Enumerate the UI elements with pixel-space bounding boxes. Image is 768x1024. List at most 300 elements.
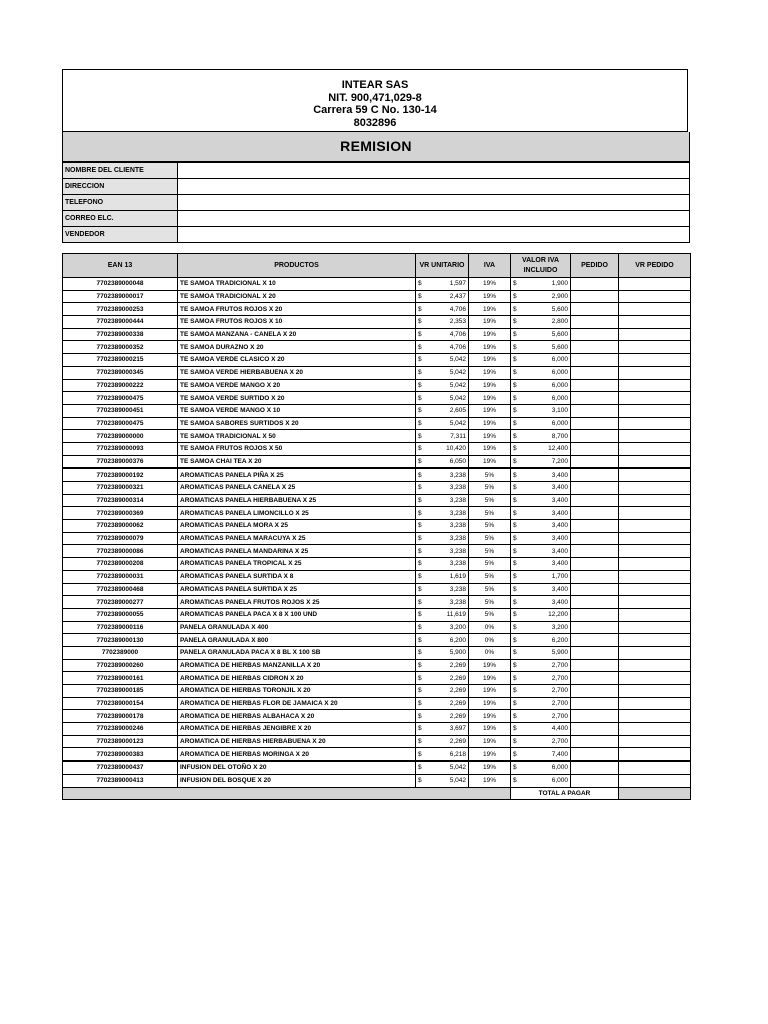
ean-cell: 7702389000017 (63, 290, 178, 303)
iva-cell: 19% (469, 455, 511, 468)
table-row (63, 761, 691, 774)
product-cell: AROMATICAS PANELA PACA X 8 X 100 UND (178, 608, 416, 621)
order-value-cell (619, 634, 691, 647)
ean-cell: 7702389000352 (63, 341, 178, 354)
iva-cell: 19% (469, 404, 511, 417)
table-row (63, 774, 691, 787)
unit-price-value: 5,042 (449, 419, 466, 427)
unit-price-value: 4,706 (449, 305, 466, 313)
order-value-cell (619, 417, 691, 430)
currency-symbol: $ (513, 471, 517, 479)
table-row (63, 316, 691, 329)
order-value-cell (619, 455, 691, 468)
total-label: TOTAL A PAGAR (511, 787, 619, 799)
value-iva-cell (511, 316, 571, 329)
unit-price-cell (416, 354, 469, 367)
client-row (63, 195, 690, 211)
table-row (63, 710, 691, 723)
currency-symbol: $ (418, 394, 422, 402)
unit-price-value: 5,042 (449, 394, 466, 402)
iva-cell: 0% (469, 646, 511, 659)
iva-cell: 5% (469, 482, 511, 495)
ean-cell: 7702389000222 (63, 379, 178, 392)
product-cell: TE SAMOA VERDE SURTIDO X 20 (178, 392, 416, 405)
product-cell: INFUSION DEL OTOÑO X 20 (178, 761, 416, 774)
table-row (63, 570, 691, 583)
value-iva-cell (511, 596, 571, 609)
unit-price-value: 6,050 (449, 457, 466, 465)
ean-cell: 7702389000055 (63, 608, 178, 621)
product-cell: AROMATICAS PANELA HIERBABUENA X 25 (178, 494, 416, 507)
table-row (63, 520, 691, 533)
product-cell: TE SAMOA VERDE MANGO X 20 (178, 379, 416, 392)
order-qty-cell[interactable] (571, 735, 619, 748)
iva-cell: 5% (469, 570, 511, 583)
value-iva-value: 5,900 (551, 649, 568, 657)
unit-price-value: 4,706 (449, 343, 466, 351)
value-iva-value: 2,700 (551, 687, 568, 695)
product-cell: TE SAMOA FRUTOS ROJOS X 50 (178, 442, 416, 455)
value-iva-value: 2,700 (551, 700, 568, 708)
order-value-cell (619, 583, 691, 596)
iva-cell: 19% (469, 328, 511, 341)
table-row (63, 672, 691, 685)
value-iva-value: 6,000 (551, 369, 568, 377)
value-iva-cell (511, 328, 571, 341)
order-value-cell (619, 494, 691, 507)
currency-symbol: $ (418, 560, 422, 568)
iva-cell: 19% (469, 316, 511, 329)
unit-price-cell (416, 583, 469, 596)
table-row (63, 507, 691, 520)
iva-cell: 5% (469, 608, 511, 621)
order-qty-cell[interactable] (571, 570, 619, 583)
order-value-cell (619, 354, 691, 367)
value-iva-value: 1,700 (551, 573, 568, 581)
order-qty-cell[interactable] (571, 672, 619, 685)
value-iva-cell (511, 545, 571, 558)
table-row (63, 404, 691, 417)
unit-price-cell (416, 710, 469, 723)
unit-price-cell (416, 545, 469, 558)
table-row (63, 379, 691, 392)
order-qty-cell[interactable] (571, 583, 619, 596)
currency-symbol: $ (418, 484, 422, 492)
ean-cell: 7702389000314 (63, 494, 178, 507)
iva-cell: 19% (469, 723, 511, 736)
order-qty-cell[interactable] (571, 366, 619, 379)
order-value-cell (619, 735, 691, 748)
currency-symbol: $ (513, 484, 517, 492)
currency-symbol: $ (418, 725, 422, 733)
currency-symbol: $ (513, 712, 517, 720)
unit-price-value: 2,269 (449, 700, 466, 708)
iva-cell: 5% (469, 468, 511, 481)
col-value-iva-header: VALOR IVA INCLUIDO (511, 254, 571, 278)
remission-sheet (62, 69, 690, 800)
value-iva-value: 3,400 (551, 535, 568, 543)
value-iva-cell (511, 761, 571, 774)
value-iva-cell (511, 723, 571, 736)
order-qty-cell[interactable] (571, 646, 619, 659)
currency-symbol: $ (418, 700, 422, 708)
table-row (63, 328, 691, 341)
company-address: Carrera 59 C No. 130-14 (313, 104, 437, 116)
order-value-cell (619, 697, 691, 710)
email-label: CORREO ELC. (63, 211, 178, 227)
currency-symbol: $ (513, 560, 517, 568)
order-qty-cell[interactable] (571, 354, 619, 367)
value-iva-cell (511, 430, 571, 443)
value-iva-cell (511, 634, 571, 647)
order-qty-cell[interactable] (571, 328, 619, 341)
value-iva-cell (511, 455, 571, 468)
order-qty-cell[interactable] (571, 507, 619, 520)
total-spacer (63, 787, 511, 799)
value-iva-value: 1,900 (551, 280, 568, 288)
value-iva-cell (511, 697, 571, 710)
col-ean-header: EAN 13 (63, 254, 178, 278)
unit-price-value: 6,200 (449, 636, 466, 644)
order-value-cell (619, 482, 691, 495)
order-value-cell (619, 545, 691, 558)
iva-cell: 19% (469, 672, 511, 685)
unit-price-cell (416, 520, 469, 533)
table-row (63, 723, 691, 736)
order-qty-cell[interactable] (571, 659, 619, 672)
table-row (63, 697, 691, 710)
table-row (63, 341, 691, 354)
order-qty-cell[interactable] (571, 392, 619, 405)
order-value-cell (619, 723, 691, 736)
product-cell: AROMATICAS PANELA MANDARINA X 25 (178, 545, 416, 558)
order-value-cell (619, 621, 691, 634)
iva-cell: 5% (469, 507, 511, 520)
ean-cell: 7702389000161 (63, 672, 178, 685)
unit-price-cell (416, 290, 469, 303)
value-iva-value: 6,000 (551, 356, 568, 364)
ean-cell: 7702389000451 (63, 404, 178, 417)
ean-cell: 7702389000116 (63, 621, 178, 634)
currency-symbol: $ (513, 611, 517, 619)
ean-cell: 7702389000123 (63, 735, 178, 748)
unit-price-cell (416, 392, 469, 405)
value-iva-value: 2,700 (551, 661, 568, 669)
currency-symbol: $ (418, 381, 422, 389)
unit-price-value: 3,238 (449, 535, 466, 543)
order-value-cell (619, 685, 691, 698)
ean-cell: 7702389000369 (63, 507, 178, 520)
table-row (63, 392, 691, 405)
unit-price-cell (416, 404, 469, 417)
table-row (63, 558, 691, 571)
order-value-cell (619, 608, 691, 621)
unit-price-value: 1,597 (449, 280, 466, 288)
currency-symbol: $ (418, 343, 422, 351)
table-row (63, 646, 691, 659)
order-qty-cell[interactable] (571, 278, 619, 291)
value-iva-cell (511, 392, 571, 405)
order-value-cell (619, 570, 691, 583)
value-iva-cell (511, 659, 571, 672)
iva-cell: 19% (469, 417, 511, 430)
currency-symbol: $ (418, 369, 422, 377)
currency-symbol: $ (418, 356, 422, 364)
value-iva-value: 12,400 (548, 445, 568, 453)
currency-symbol: $ (513, 661, 517, 669)
iva-cell: 19% (469, 354, 511, 367)
value-iva-cell (511, 278, 571, 291)
value-iva-cell (511, 303, 571, 316)
order-qty-cell[interactable] (571, 404, 619, 417)
value-iva-cell (511, 748, 571, 761)
order-value-cell (619, 379, 691, 392)
order-value-cell (619, 507, 691, 520)
unit-price-cell (416, 278, 469, 291)
unit-price-value: 3,238 (449, 497, 466, 505)
unit-price-cell (416, 596, 469, 609)
order-qty-cell[interactable] (571, 710, 619, 723)
order-value-cell (619, 672, 691, 685)
unit-price-value: 5,900 (449, 649, 466, 657)
unit-price-cell (416, 341, 469, 354)
currency-symbol: $ (513, 649, 517, 657)
client-name-field[interactable] (178, 163, 690, 179)
order-qty-cell[interactable] (571, 482, 619, 495)
iva-cell: 19% (469, 442, 511, 455)
currency-symbol: $ (418, 280, 422, 288)
currency-symbol: $ (418, 471, 422, 479)
ean-cell: 7702389000000 (63, 430, 178, 443)
iva-cell: 5% (469, 532, 511, 545)
unit-price-cell (416, 316, 469, 329)
product-cell: TE SAMOA VERDE HIERBABUENA X 20 (178, 366, 416, 379)
order-value-cell (619, 710, 691, 723)
value-iva-cell (511, 685, 571, 698)
value-iva-cell (511, 710, 571, 723)
iva-cell: 0% (469, 634, 511, 647)
unit-price-cell (416, 748, 469, 761)
unit-price-cell (416, 723, 469, 736)
unit-price-cell (416, 468, 469, 481)
currency-symbol: $ (418, 636, 422, 644)
iva-cell: 19% (469, 774, 511, 787)
order-qty-cell[interactable] (571, 417, 619, 430)
unit-price-cell (416, 697, 469, 710)
unit-price-value: 2,269 (449, 687, 466, 695)
product-cell: AROMATICAS PANELA PIÑA X 25 (178, 468, 416, 481)
currency-symbol: $ (513, 457, 517, 465)
currency-symbol: $ (418, 611, 422, 619)
value-iva-cell (511, 354, 571, 367)
value-iva-cell (511, 621, 571, 634)
unit-price-cell (416, 621, 469, 634)
value-iva-value: 3,400 (551, 547, 568, 555)
order-qty-cell[interactable] (571, 494, 619, 507)
unit-price-cell (416, 430, 469, 443)
value-iva-cell (511, 417, 571, 430)
currency-symbol: $ (418, 598, 422, 606)
table-row (63, 290, 691, 303)
order-value-cell (619, 341, 691, 354)
unit-price-value: 5,042 (449, 777, 466, 785)
order-qty-cell[interactable] (571, 634, 619, 647)
product-cell: AROMATICAS PANELA FRUTOS ROJOS X 25 (178, 596, 416, 609)
order-value-cell (619, 748, 691, 761)
value-iva-value: 2,700 (551, 738, 568, 746)
order-value-cell (619, 278, 691, 291)
order-qty-cell[interactable] (571, 774, 619, 787)
unit-price-cell (416, 417, 469, 430)
order-qty-cell[interactable] (571, 442, 619, 455)
order-qty-cell[interactable] (571, 430, 619, 443)
order-qty-cell[interactable] (571, 290, 619, 303)
ean-cell: 7702389000383 (63, 748, 178, 761)
table-row (63, 748, 691, 761)
value-iva-value: 7,200 (551, 457, 568, 465)
value-iva-value: 4,400 (551, 725, 568, 733)
iva-cell: 5% (469, 545, 511, 558)
unit-price-cell (416, 672, 469, 685)
product-cell: AROMATICAS PANELA CANELA X 25 (178, 482, 416, 495)
order-qty-cell[interactable] (571, 748, 619, 761)
currency-symbol: $ (418, 649, 422, 657)
iva-cell: 19% (469, 697, 511, 710)
order-qty-cell[interactable] (571, 621, 619, 634)
currency-symbol: $ (513, 750, 517, 758)
value-iva-value: 6,000 (551, 419, 568, 427)
product-cell: AROMATICAS PANELA SURTIDA X 8 (178, 570, 416, 583)
product-cell: TE SAMOA TRADICIONAL X 20 (178, 290, 416, 303)
value-iva-cell (511, 494, 571, 507)
order-value-cell (619, 328, 691, 341)
order-qty-cell[interactable] (571, 685, 619, 698)
ean-cell: 7702389000208 (63, 558, 178, 571)
order-qty-cell[interactable] (571, 545, 619, 558)
order-value-cell (619, 520, 691, 533)
iva-cell: 19% (469, 710, 511, 723)
col-products-header: PRODUCTOS (178, 254, 416, 278)
product-cell: AROMATICA DE HIERBAS CIDRON X 20 (178, 672, 416, 685)
unit-price-cell (416, 659, 469, 672)
order-qty-cell[interactable] (571, 341, 619, 354)
order-qty-cell[interactable] (571, 520, 619, 533)
order-qty-cell[interactable] (571, 596, 619, 609)
client-name-label: NOMBRE DEL CLIENTE (63, 163, 178, 179)
value-iva-value: 5,600 (551, 331, 568, 339)
unit-price-cell (416, 442, 469, 455)
value-iva-cell (511, 290, 571, 303)
order-qty-cell[interactable] (571, 761, 619, 774)
unit-price-cell (416, 507, 469, 520)
unit-price-value: 3,238 (449, 509, 466, 517)
product-cell: AROMATICA DE HIERBAS JENGIBRE X 20 (178, 723, 416, 736)
order-qty-cell[interactable] (571, 379, 619, 392)
order-qty-cell[interactable] (571, 468, 619, 481)
ean-cell: 7702389000468 (63, 583, 178, 596)
table-row (63, 417, 691, 430)
product-cell: PANELA GRANULADA PACA X 8 BL X 100 SB (178, 646, 416, 659)
currency-symbol: $ (418, 585, 422, 593)
order-value-cell (619, 468, 691, 481)
table-row (63, 442, 691, 455)
currency-symbol: $ (418, 764, 422, 772)
ean-cell: 7702389000277 (63, 596, 178, 609)
iva-cell: 0% (469, 621, 511, 634)
ean-cell: 7702389000185 (63, 685, 178, 698)
order-value-cell (619, 596, 691, 609)
unit-price-value: 2,269 (449, 661, 466, 669)
email-field[interactable] (178, 211, 690, 227)
address-field[interactable] (178, 179, 690, 195)
currency-symbol: $ (513, 764, 517, 772)
value-iva-value: 2,800 (551, 318, 568, 326)
value-iva-value: 2,700 (551, 674, 568, 682)
unit-price-cell (416, 379, 469, 392)
unit-price-cell (416, 494, 469, 507)
ean-cell: 7702389000178 (63, 710, 178, 723)
table-row (63, 482, 691, 495)
order-value-cell (619, 366, 691, 379)
iva-cell: 19% (469, 290, 511, 303)
table-row (63, 634, 691, 647)
order-qty-cell[interactable] (571, 723, 619, 736)
currency-symbol: $ (513, 636, 517, 644)
value-iva-cell (511, 468, 571, 481)
product-cell: AROMATICAS PANELA MARACUYA X 25 (178, 532, 416, 545)
currency-symbol: $ (418, 712, 422, 720)
currency-symbol: $ (513, 407, 517, 415)
unit-price-cell (416, 482, 469, 495)
product-cell: TE SAMOA SABORES SURTIDOS X 20 (178, 417, 416, 430)
table-row (63, 545, 691, 558)
ean-cell: 7702389000246 (63, 723, 178, 736)
value-iva-value: 3,400 (551, 585, 568, 593)
order-qty-cell[interactable] (571, 697, 619, 710)
currency-symbol: $ (513, 343, 517, 351)
iva-cell: 19% (469, 748, 511, 761)
value-iva-cell (511, 482, 571, 495)
order-qty-cell[interactable] (571, 455, 619, 468)
currency-symbol: $ (418, 419, 422, 427)
currency-symbol: $ (418, 661, 422, 669)
value-iva-value: 3,400 (551, 484, 568, 492)
seller-field[interactable] (178, 227, 690, 243)
currency-symbol: $ (513, 280, 517, 288)
currency-symbol: $ (418, 457, 422, 465)
client-row (63, 163, 690, 179)
order-qty-cell[interactable] (571, 316, 619, 329)
product-cell: AROMATICA DE HIERBAS MANZANILLA X 20 (178, 659, 416, 672)
ean-cell: 7702389000048 (63, 278, 178, 291)
order-qty-cell[interactable] (571, 532, 619, 545)
phone-field[interactable] (178, 195, 690, 211)
currency-symbol: $ (513, 738, 517, 746)
order-qty-cell[interactable] (571, 303, 619, 316)
currency-symbol: $ (418, 777, 422, 785)
product-cell: AROMATICA DE HIERBAS TORONJIL X 20 (178, 685, 416, 698)
unit-price-value: 3,200 (449, 623, 466, 631)
product-cell: AROMATICA DE HIERBAS MORINGA X 20 (178, 748, 416, 761)
ean-cell: 7702389000475 (63, 417, 178, 430)
order-qty-cell[interactable] (571, 558, 619, 571)
phone-label: TELEFONO (63, 195, 178, 211)
value-iva-value: 3,400 (551, 497, 568, 505)
unit-price-value: 2,605 (449, 407, 466, 415)
currency-symbol: $ (513, 419, 517, 427)
product-cell: TE SAMOA DURAZNO X 20 (178, 341, 416, 354)
order-qty-cell[interactable] (571, 608, 619, 621)
